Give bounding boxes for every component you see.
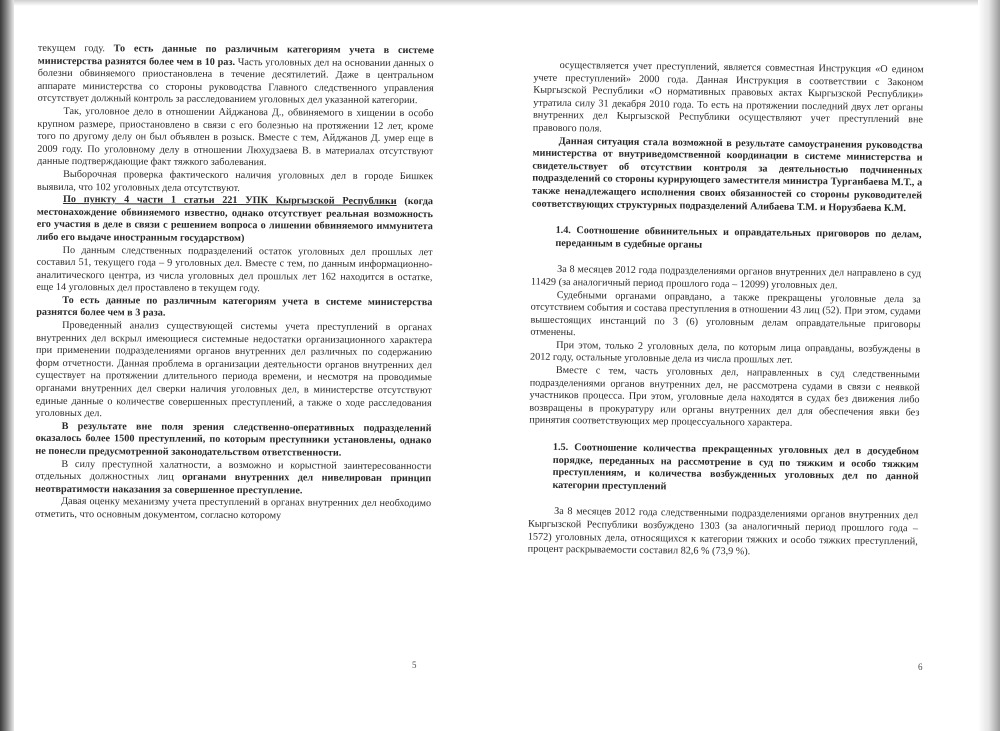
text-run-bold: То есть данные по различным категориям учета в системе министерства разнятся более чем в 3 раза.: [36, 294, 433, 320]
text-run: В силу преступной халатности, а возможно и корыстной заинтересованности отдельных должностных лиц: [35, 458, 432, 483]
scan-edge-top: [0, 0, 1000, 6]
page-number-left: 5: [412, 660, 417, 670]
article-reference: По пункту 4 части 1 статьи 221 УПК Кыргызской Республики: [62, 194, 397, 208]
left-paragraph-9: [35, 458, 431, 498]
page-number-right: 6: [918, 662, 923, 672]
right-page: [526, 60, 923, 665]
text-run-bold: То есть данные по различным категориям учета в системе министерства разнятся более чем в 10 раз.: [37, 43, 434, 68]
right-paragraph-7: [528, 506, 919, 561]
text-run: текущем году.: [37, 42, 114, 55]
section-heading-1-5: 1.5. Соотношение количества прекращенных уголовных дел в досудебном порядке, переданных на рассмотрение в суд по тяжким и особо тяжким преступлениям, и количества возбужденных уголовных дел по данной категории преступлений: [552, 441, 919, 493]
text-run: По данным следственных подразделений остаток уголовных дел прошлых лет составил 51, текущего года – 9 уголовных дел. Вместе с тем, по данным информационно-аналитического центра, из числа уголовных дел прошлых лет 162 находится в остатке, еще 14 уголовных дел проставлено в текущем году.: [36, 244, 433, 295]
left-paragraph-2: [37, 106, 433, 171]
text-run: осуществляется учет преступлений, является совместная Инструкция «О едином учете преступлений» 2000 года. Данная Инструкция в соответствии с Законом Кыргызской Республики «О нормативных правовых актах Кыргызской Республики» утратила силу 31 декабря 2010 года. То есть на протяжении последний двух лет органы внутренних дел Кыргызской Республики осуществляют учет преступлений вне правового поля.: [532, 59, 924, 135]
text-run: Часть уголовных дел на основании данных о болезни обвиняемого приостановлена в течение десятилетий. Даже в центральном аппарате министерства со стороны руководства Главного следственного управления отсутствует должный контроль за расследованием уголовных дел указанной категории.: [37, 56, 434, 107]
left-paragraph-5: [36, 244, 432, 297]
text-run-bold: (когда местонахождение обвиняемого известно, однако отсутствует реальная возможность его участия в деле в связи с решением вопроса о лишении обвиняемого иммунитета либо его выдаче иностранным государством): [36, 196, 433, 244]
right-paragraph-4: [530, 289, 921, 344]
right-paragraph-2: [532, 135, 923, 215]
text-run-bold: В результате вне поля зрения следственно-оперативных подразделений оказалось более 1500 преступлений, по которым преступники установлены, однако не понесли предусмотренной законодательством ответственности.: [35, 420, 432, 459]
left-paragraph-6: [36, 295, 432, 323]
left-paragraph-7: [36, 320, 433, 423]
text-run-bold: органами внутренних дел нивелирован принцип неотвратимости наказания за совершенное преступление.: [35, 471, 432, 497]
text-run: Судебными органами оправдано, а также прекращены уголовные дела за отсутствием события и состава преступления в отношении 43 лиц (52). При этом, судами вышестоящих инстанций по 3 (6) уголовным делам оправдательные приговоры отменены.: [530, 289, 921, 339]
text-run: За 8 месяцев 2012 года следственными подразделениями органов внутренних дел Кыргызской Республики возбуждено 1303 (за аналогичный период прошлого года – 1572) уголовных дела, относящихся к категории тяжких и особо тяжких преступлений, процент раскрываемости составил 82,6 % (73,9 %).: [527, 506, 919, 558]
left-paragraph-8: [35, 421, 431, 461]
text-run: Вместе с тем, часть уголовных дел, направленных в суд следственными подразделениями органов внутренних дел, не рассмотрена судами в связи с неявкой участников процесса. При этом, уголовные дела находятся в судах без движения либо возвращены в прокуратуру или органы внутренних дел для обеспечения явки без принятия соответствующих мер процессуального характера.: [529, 364, 920, 430]
left-paragraph-1: [38, 43, 434, 108]
left-paragraph-4: [37, 194, 433, 247]
scan-edge-left: [0, 0, 14, 731]
section-heading-1-4: 1.4. Соотношение обвинительных и оправдательных приговоров по делам, переданным в судебные органы: [555, 225, 922, 251]
left-paragraph-3: [37, 169, 433, 197]
text-run: Выборочная проверка фактического наличия уголовных дел в городе Бишкек выявила, что 102 уголовных дела отсутствуют.: [37, 168, 434, 194]
text-run: Давая оценку механизму учета преступлений в органах внутренних дел необходимо отметить, что основным документом, согласно которому: [35, 496, 432, 522]
text-run: Так, уголовное дело в отношении Айджанова Д., обвиняемого в хищении в особо крупном размере, приостановлено в связи с его болезнью на протяжении 12 лет, кроме того по другому делу он был объявлен в розыск. Вместе с тем, Айджанов Д. умер еще в 2009 году. По уголовному делу в отношении Люхудзаева В. в материалах отсутствуют данные подтверждающие факт тяжкого заболевания.: [37, 105, 434, 169]
text-run: За 8 месяцев 2012 года подразделениями органов внутренних дел направлено в суд 11429 (за аналогичный период прошлого года – 12099) уголовных дел.: [530, 264, 922, 292]
right-paragraph-6: [529, 365, 920, 433]
left-paragraph-10: [35, 496, 431, 524]
text-run: При этом, только 2 уголовных дела, по которым лица оправданы, возбуждены в 2012 году, остальные уголовные дела из числа прошлых лет.: [529, 339, 921, 367]
text-run: Проведенный анализ существующей системы учета преступлений в органах внутренних дел вскрыл имеющиеся системные недостатки организационного характера при применении подразделениями органов внутренних дел различных по содержанию форм отчетности. Данная проблема в организации деятельности органов внутренних дел существует на протяжении длительного периода времени, и несмотря на проводимые органами внутренних дел сверки наличия уголовных дел, в министерстве отсутствуют единые данные о количестве совершенных преступлений, а также о ходе расследования уголовных дел.: [35, 320, 433, 420]
left-page: [34, 43, 434, 673]
right-paragraph-1: [533, 60, 924, 140]
scan-edge-right: [978, 0, 1000, 731]
text-run-bold: Данная ситуация стала возможной в результате самоустранения руководства министерства от внутриведомственной координации в системе министерства и свидетельствует об отсутствии контроля за деятельностью подчиненных подразделений со стороны курирующего заместителя министра Турганбаева М.Т., а также ненадлежащего исполнения своих обязанностей со стороны руководителей соответствующих структурных подразделений Алибаева Т.М. и Норузбаева К.М.: [531, 135, 923, 214]
